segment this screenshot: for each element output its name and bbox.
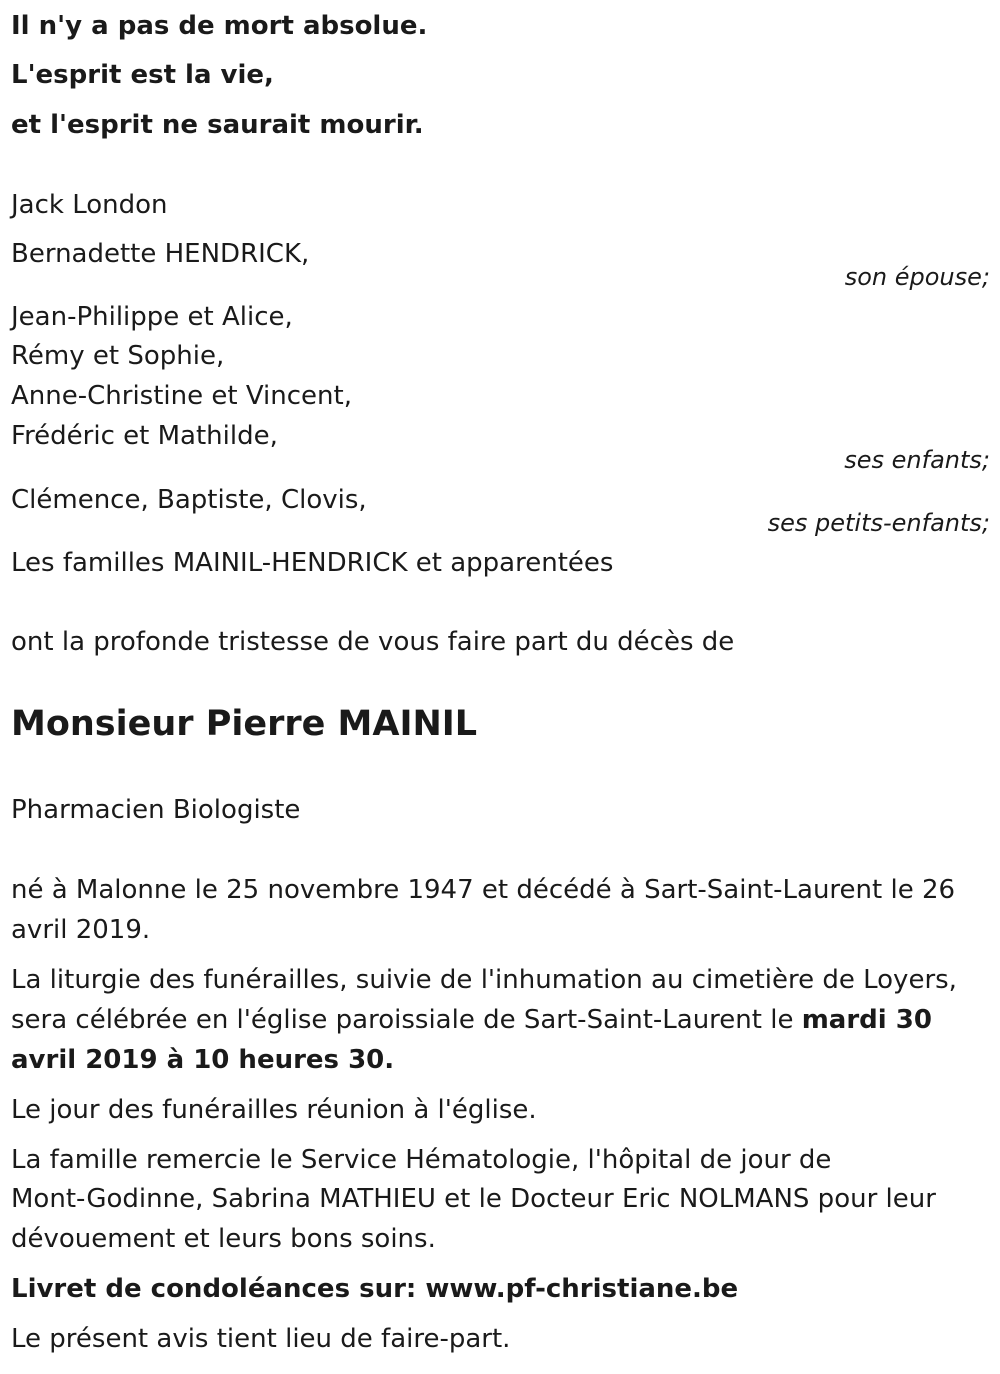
- ceremony-line-2: [11, 1000, 932, 1040]
- thanks-line-1: La famille remercie le Service Hématologie, l'hôpital de jour de: [11, 1145, 832, 1175]
- quote-author: Jack London: [11, 190, 168, 220]
- extended-families: Les familles MAINIL-HENDRICK et apparentées: [11, 548, 614, 578]
- grandchildren-role: ses petits-enfants;: [767, 509, 990, 537]
- announcement: ont la profonde tristesse de vous faire part du décès de: [11, 627, 735, 657]
- quote-line-3: et l'esprit ne saurait mourir.: [11, 110, 424, 140]
- ceremony-line-2-text: sera célébrée en l'église paroissiale de Sart-Saint-Laurent le: [11, 1005, 802, 1035]
- child-2: Rémy et Sophie,: [11, 341, 225, 371]
- children-role: ses enfants;: [844, 446, 990, 474]
- ceremony-time: avril 2019 à 10 heures 30.: [11, 1045, 395, 1075]
- spouse-name: Bernadette HENDRICK,: [11, 239, 310, 269]
- thanks-line-3: dévouement et leurs bons soins.: [11, 1224, 436, 1254]
- thanks-line-2: Mont-Godinne, Sabrina MATHIEU et le Docteur Eric NOLMANS pour leur: [11, 1184, 936, 1214]
- condolences-link[interactable]: Livret de condoléances sur: www.pf-christiane.be: [11, 1274, 739, 1304]
- dates-line-2: avril 2019.: [11, 915, 151, 945]
- ceremony-line-1: La liturgie des funérailles, suivie de l'inhumation au cimetière de Loyers,: [11, 965, 957, 995]
- grandchildren: Clémence, Baptiste, Clovis,: [11, 485, 367, 515]
- ceremony-date: mardi 30: [801, 1005, 932, 1035]
- child-4: Frédéric et Mathilde,: [11, 421, 278, 451]
- deceased-name: Monsieur Pierre MAINIL: [11, 704, 478, 744]
- quote-line-1: Il n'y a pas de mort absolue.: [11, 11, 428, 41]
- child-1: Jean-Philippe et Alice,: [11, 302, 293, 332]
- spouse-role: son épouse;: [844, 263, 990, 291]
- child-3: Anne-Christine et Vincent,: [11, 381, 352, 411]
- meeting-info: Le jour des funérailles réunion à l'église.: [11, 1095, 537, 1125]
- dates-line-1: né à Malonne le 25 novembre 1947 et décédé à Sart-Saint-Laurent le 26: [11, 875, 956, 905]
- notice: Le présent avis tient lieu de faire-part.: [11, 1324, 511, 1354]
- quote-line-2: L'esprit est la vie,: [11, 60, 274, 90]
- profession: Pharmacien Biologiste: [11, 795, 301, 825]
